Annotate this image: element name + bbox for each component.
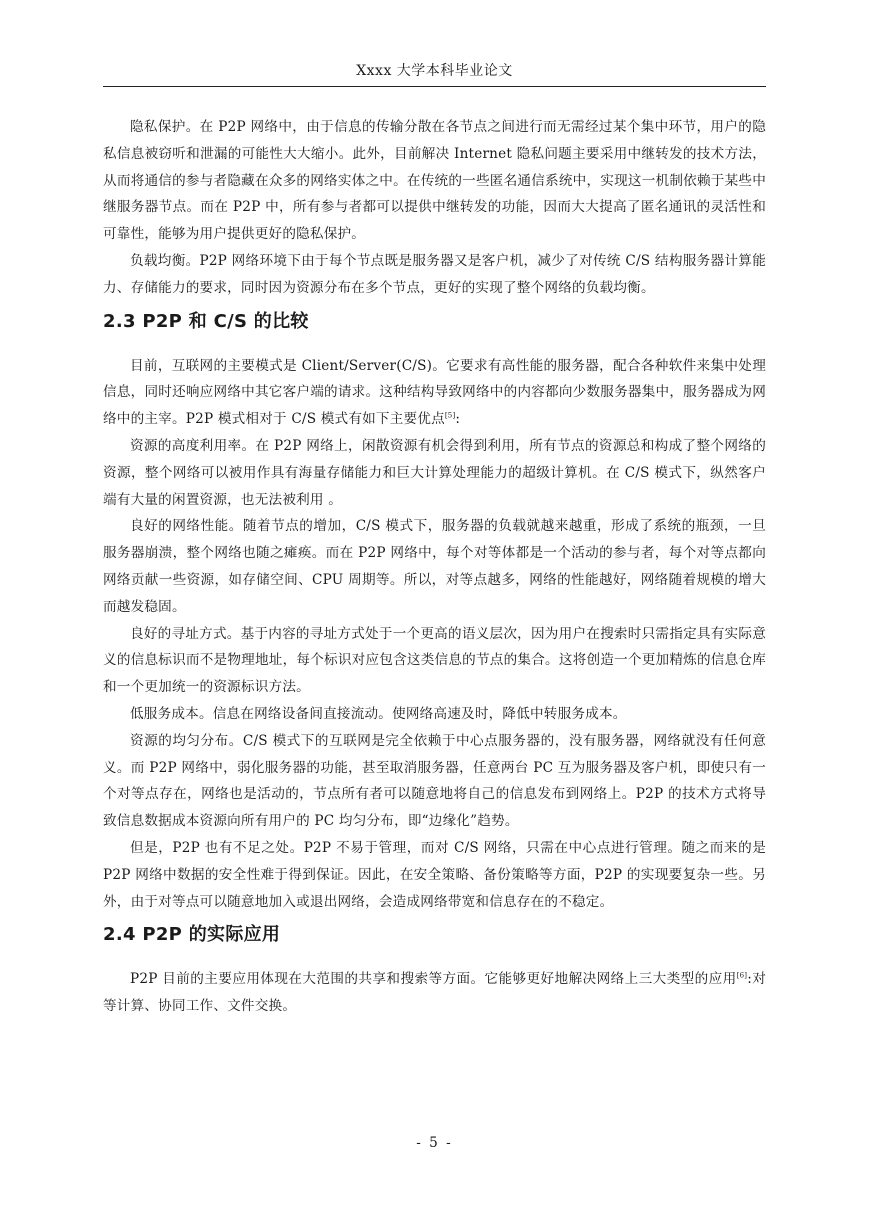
paragraph-cs-intro bbox=[103, 353, 766, 433]
citation-5: [5] bbox=[444, 411, 456, 420]
paragraph-addressing: 良好的寻址方式。基于内容的寻址方式处于一个更高的语义层次，因为用户在搜索时只需指定具有实际意义的信息标识而不是物理地址，每个标识对应包含这类信息的节点的集合。这将创造一个更加精炼的信息仓库和一个更加统一的资源标识方法。 bbox=[103, 625, 766, 696]
paragraph-applications bbox=[103, 966, 766, 1020]
paragraph-resource-utilization: 资源的高度利用率。在 P2P 网络上，闲散资源有机会得到利用，所有节点的资源总和构成了整个网络的资源，整个网络可以被用作具有海量存储能力和巨大计算处理能力的超级计算机。在 C/S 模式下，纵然客户端有大量的闲置资源，也无法被利用 。 bbox=[103, 437, 766, 508]
paragraph-drawbacks: 但是，P2P 也有不足之处。P2P 不易于管理，而对 C/S 网络，只需在中心点进行管理。随之而来的是 P2P 网络中数据的安全性难于得到保证。因此，在安全策略、备份策略等方面，P2P 的实现要复杂一些。另外，由于对等点可以随意地加入或退出网络，会造成网络带宽和信息存在的不稳定。 bbox=[103, 839, 766, 910]
paragraph-network-performance: 良好的网络性能。随着节点的增加，C/S 模式下，服务器的负载就越来越重，形成了系统的瓶颈，一旦服务器崩溃，整个网络也随之瘫痪。而在 P2P 网络中，每个对等体都是一个活动的参与者，每个对等点都向网络贡献一些资源，如存储空间、CPU 周期等。所以，对等点越多，网络的性能越好，网络随着规模的增大而越发稳固。 bbox=[103, 518, 766, 615]
applications-text: P2P 目前的主要应用体现在大范围的共享和搜索等方面。它能够更好地解决网络上三大类型的应用 bbox=[130, 971, 737, 988]
page-number: - 5 - bbox=[416, 1135, 453, 1151]
paragraph-low-cost: 低服务成本。信息在网络设备间直接流动。使网络高速及时，降低中转服务成本。 bbox=[130, 705, 627, 722]
intro-text: 目前，互联网的主要模式是 Client/Server(C/S)。它要求有高性能的服务器，配合各种软件来集中处理信息，同时还响应网络中其它客户端的请求。这种结构导致网络中的内容都向少数服务器集中，服务器成为网络中的主宰。P2P 模式相对于 C/S 模式有如下主要优点 bbox=[103, 357, 766, 428]
applications-tail: :对等计算、协同工作、文件交换。 bbox=[103, 971, 766, 1015]
header-rule bbox=[103, 86, 766, 87]
section-heading-2-3: 2.3 P2P 和 C/S 的比较 bbox=[103, 310, 309, 332]
citation-6: [6] bbox=[736, 971, 748, 980]
paragraph-resource-distribution: 资源的均匀分布。C/S 模式下的互联网是完全依赖于中心点服务器的，没有服务器，网络就没有任何意义。而 P2P 网络中，弱化服务器的功能，甚至取消服务器，任意两台 PC 互为服务器及客户机，即使只有一个对等点存在，网络也是活动的，节点所有者可以随意地将自己的信息发布到网络上。P2P 的技术方式将导致信息数据成本资源向所有用户的 PC 均匀分布，即“边缘化”趋势。 bbox=[103, 732, 766, 830]
paragraph-privacy: 隐私保护。在 P2P 网络中，由于信息的传输分散在各节点之间进行而无需经过某个集中环节，用户的隐私信息被窃听和泄漏的可能性大大缩小。此外，目前解决 Internet 隐私问题主要采用中继转发的技术方法，从而将通信的参与者隐藏在众多的网络实体之中。在传统的一些匿名通信系统中，实现这一机制依赖于某些中继服务器节点。而在 P2P 中，所有参与者都可以提供中继转发的功能，因而大大提高了匿名通讯的灵活性和可靠性，能够为用户提供更好的隐私保护。 bbox=[103, 119, 766, 243]
paragraph-load-balance: 负载均衡。P2P 网络环境下由于每个节点既是服务器又是客户机，减少了对传统 C/S 结构服务器计算能力、存储能力的要求，同时因为资源分布在多个节点，更好的实现了整个网络的负载均衡。 bbox=[103, 252, 766, 296]
document-body bbox=[103, 114, 766, 1020]
section-heading-2-4: 2.4 P2P 的实际应用 bbox=[103, 924, 281, 946]
running-header: Xxxx 大学本科毕业论文 bbox=[356, 63, 513, 79]
intro-tail: : bbox=[455, 411, 461, 428]
